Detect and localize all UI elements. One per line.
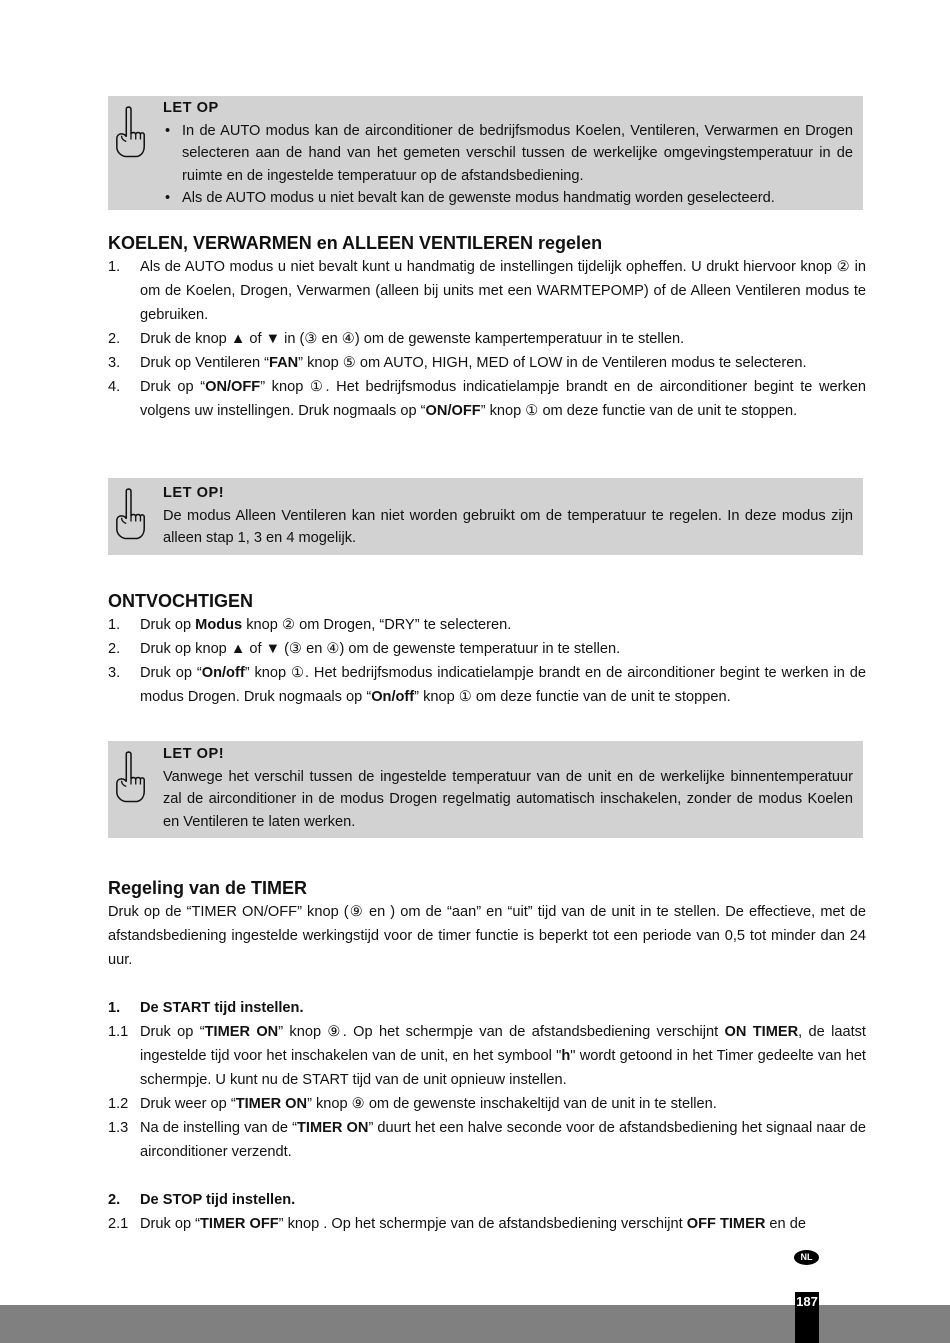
text-segment: Na de instelling van de “ <box>140 1120 297 1136</box>
note-title: LET OP <box>163 100 219 116</box>
text-segment: Druk op “ <box>140 665 202 681</box>
bold-text: ON/OFF <box>205 379 261 395</box>
bold-text: ON/OFF <box>425 403 481 419</box>
bold-text: Modus <box>195 617 243 633</box>
list-item <box>108 613 866 637</box>
bold-text: ON TIMER <box>724 1024 799 1040</box>
text-segment: Druk op “ <box>140 1216 201 1232</box>
subheading-title: De START tijd instellen <box>140 1000 300 1016</box>
text-segment: " wordt getoond in het Timer gedeelte van het schermpje. U kunt nu de START tijd van de unit opnieuw instellen. <box>140 1048 866 1088</box>
language-badge: NL <box>794 1250 819 1265</box>
text-segment: ” knop ① om deze functie van de unit te stoppen. <box>480 403 798 419</box>
bold-text: On/off <box>201 665 245 681</box>
bold-text: On/off <box>371 689 415 705</box>
bold-text: h <box>561 1048 571 1064</box>
text-segment: Druk op knop ▲ of ▼ (③ en ④) om de gewenste temperatuur in te stellen. <box>140 641 621 657</box>
text-segment: Druk op de “TIMER ON/OFF” knop (⑨ en ) om de “aan” en “uit” tijd van de unit in te stellen. De effectieve, met de afstandsbediening ingestelde werkingstijd voor de timer functie is beperkt tot een periode van 0,5 tot minder dan 24 uur. <box>108 904 866 968</box>
list-number: 2. <box>108 331 121 347</box>
list-number: 4. <box>108 379 121 395</box>
note-box-fan-only <box>108 478 863 555</box>
note-text: De modus Alleen Ventileren kan niet worden gebruikt om de temperatuur te regelen. In deze modus zijn alleen stap 1, 3 en 4 mogelijk. <box>163 507 853 546</box>
bold-text: TIMER ON <box>235 1096 308 1112</box>
section-cooling <box>108 231 866 423</box>
timer-intro <box>108 900 866 972</box>
pointing-hand-icon <box>114 486 148 542</box>
list-number: 2.1 <box>108 1216 129 1232</box>
numbered-list <box>108 1020 866 1164</box>
text-segment: Druk op <box>140 617 196 633</box>
list-number: 2. <box>108 641 121 657</box>
text-segment: en de <box>765 1216 806 1232</box>
page-number: 187 <box>795 1292 819 1343</box>
list-number: 3. <box>108 355 121 371</box>
section-heading: ONTVOCHTIGEN <box>108 591 254 611</box>
list-number: 3. <box>108 665 121 681</box>
bold-text: OFF TIMER <box>686 1216 766 1232</box>
text-segment: Druk op Ventileren “ <box>140 355 269 371</box>
list-item <box>108 1092 866 1116</box>
section-heading: KOELEN, VERWARMEN en ALLEEN VENTILEREN regelen <box>108 233 603 253</box>
text-segment: ” knop ① om deze functie van de unit te stoppen. <box>414 689 731 705</box>
list-item <box>108 255 866 327</box>
subheading-start: 1. De START tijd instellen. <box>108 996 866 1020</box>
list-item <box>108 1116 866 1164</box>
list-item <box>108 351 866 375</box>
subheading-number: 2. <box>108 1192 121 1208</box>
note-text: Vanwege het verschil tussen de ingestelde temperatuur van de unit en de werkelijke binnentemperatuur zal de airconditioner in de modus Drogen regelmatig automatisch inschakelen, zonder de modus Koelen en Ventileren te laten werken. <box>163 768 853 830</box>
list-number: 1. <box>108 617 121 633</box>
bold-text: FAN <box>268 355 299 371</box>
note-box-dry-mode <box>108 741 863 838</box>
subheading-stop <box>108 1188 866 1212</box>
list-item <box>108 661 866 709</box>
text-segment: ” knop ⑤ om AUTO, HIGH, MED of LOW in de Ventileren modus te selecteren. <box>298 355 807 371</box>
pointing-hand-icon <box>114 749 148 805</box>
text-segment: Als de AUTO modus u niet bevalt kan de gewenste modus handmatig worden geselecteerd. <box>182 190 775 206</box>
text-segment: knop ② om Drogen, “DRY” te selecteren. <box>242 617 512 633</box>
note-bullet <box>163 120 853 188</box>
list-number: 1.1 <box>108 1024 129 1040</box>
subheading-title: De STOP tijd instellen. <box>140 1192 296 1208</box>
list-item <box>108 1212 866 1236</box>
list-number: 1.2 <box>108 1096 129 1112</box>
numbered-list <box>108 613 866 709</box>
note-box-auto-mode <box>108 96 863 210</box>
text-segment: Als de AUTO modus u niet bevalt kunt u handmatig de instellingen tijdelijk opheffen. U drukt hiervoor knop ② in om de Koelen, Drogen, Verwarmen (alleen bij units met een WARMTEPOMP) of de Alleen Ventileren modus te gebruiken. <box>140 259 866 323</box>
note-title: LET OP! <box>163 485 225 501</box>
section-timer <box>108 876 866 1236</box>
text-segment: Druk de knop ▲ of ▼ in (③ en ④) om de gewenste kampertemperatuur in te stellen. <box>140 331 685 347</box>
bold-text: TIMER ON <box>204 1024 279 1040</box>
text-segment: ” knop ⑨. Op het schermpje van de afstandsbediening verschijnt <box>278 1024 725 1040</box>
text-segment: In de AUTO modus kan de airconditioner de bedrijfsmodus Koelen, Ventileren, Verwarmen en Drogen selecteren aan de hand van het gemeten verschil tussen de werkelijke omgevingstemperatuur in de ruimte en de ingestelde temperatuur op de afstandsbediening. <box>182 122 853 184</box>
section-heading: Regeling van de TIMER <box>108 878 308 898</box>
list-item <box>108 375 866 423</box>
bold-text: TIMER ON <box>297 1120 369 1136</box>
list-number: 1. <box>108 259 121 275</box>
text-segment: ” knop . Op het schermpje van de afstandsbediening verschijnt <box>278 1216 687 1232</box>
text-segment: ” knop ①. Het bedrijfsmodus indicatielampje brandt en de airconditioner begint te werken in de modus Drogen. Druk nogmaals op “ <box>140 665 866 705</box>
numbered-list <box>108 1212 866 1236</box>
subheading-number: 1. <box>108 1000 121 1016</box>
note-title: LET OP! <box>163 746 225 762</box>
text-segment: , de laatst ingestelde tijd voor het inschakelen van de unit, en het symbool " <box>140 1024 866 1064</box>
text-segment: ” knop ⑨ om de gewenste inschakeltijd van de unit in te stellen. <box>307 1096 717 1112</box>
text-segment: ” knop ①. Het bedrijfsmodus indicatielampje brandt en de airconditioner begint te werken volgens uw instellingen. Druk nogmaals op “ <box>140 379 867 419</box>
pointing-hand-icon <box>114 104 148 160</box>
note-bullet <box>163 187 853 210</box>
list-item <box>108 1020 866 1092</box>
text-segment: Druk op “ <box>140 1024 205 1040</box>
text-segment: ” duurt het een halve seconde voor de afstandsbediening het signaal naar de airconditioner verzendt. <box>140 1120 866 1160</box>
text-segment: Druk op “ <box>140 379 206 395</box>
section-dehumidify <box>108 589 866 709</box>
list-item <box>108 327 866 351</box>
bold-text: TIMER OFF <box>200 1216 279 1232</box>
text-segment: Druk weer op “ <box>140 1096 236 1112</box>
numbered-list <box>108 255 866 423</box>
list-number: 1.3 <box>108 1120 129 1136</box>
list-item <box>108 637 866 661</box>
